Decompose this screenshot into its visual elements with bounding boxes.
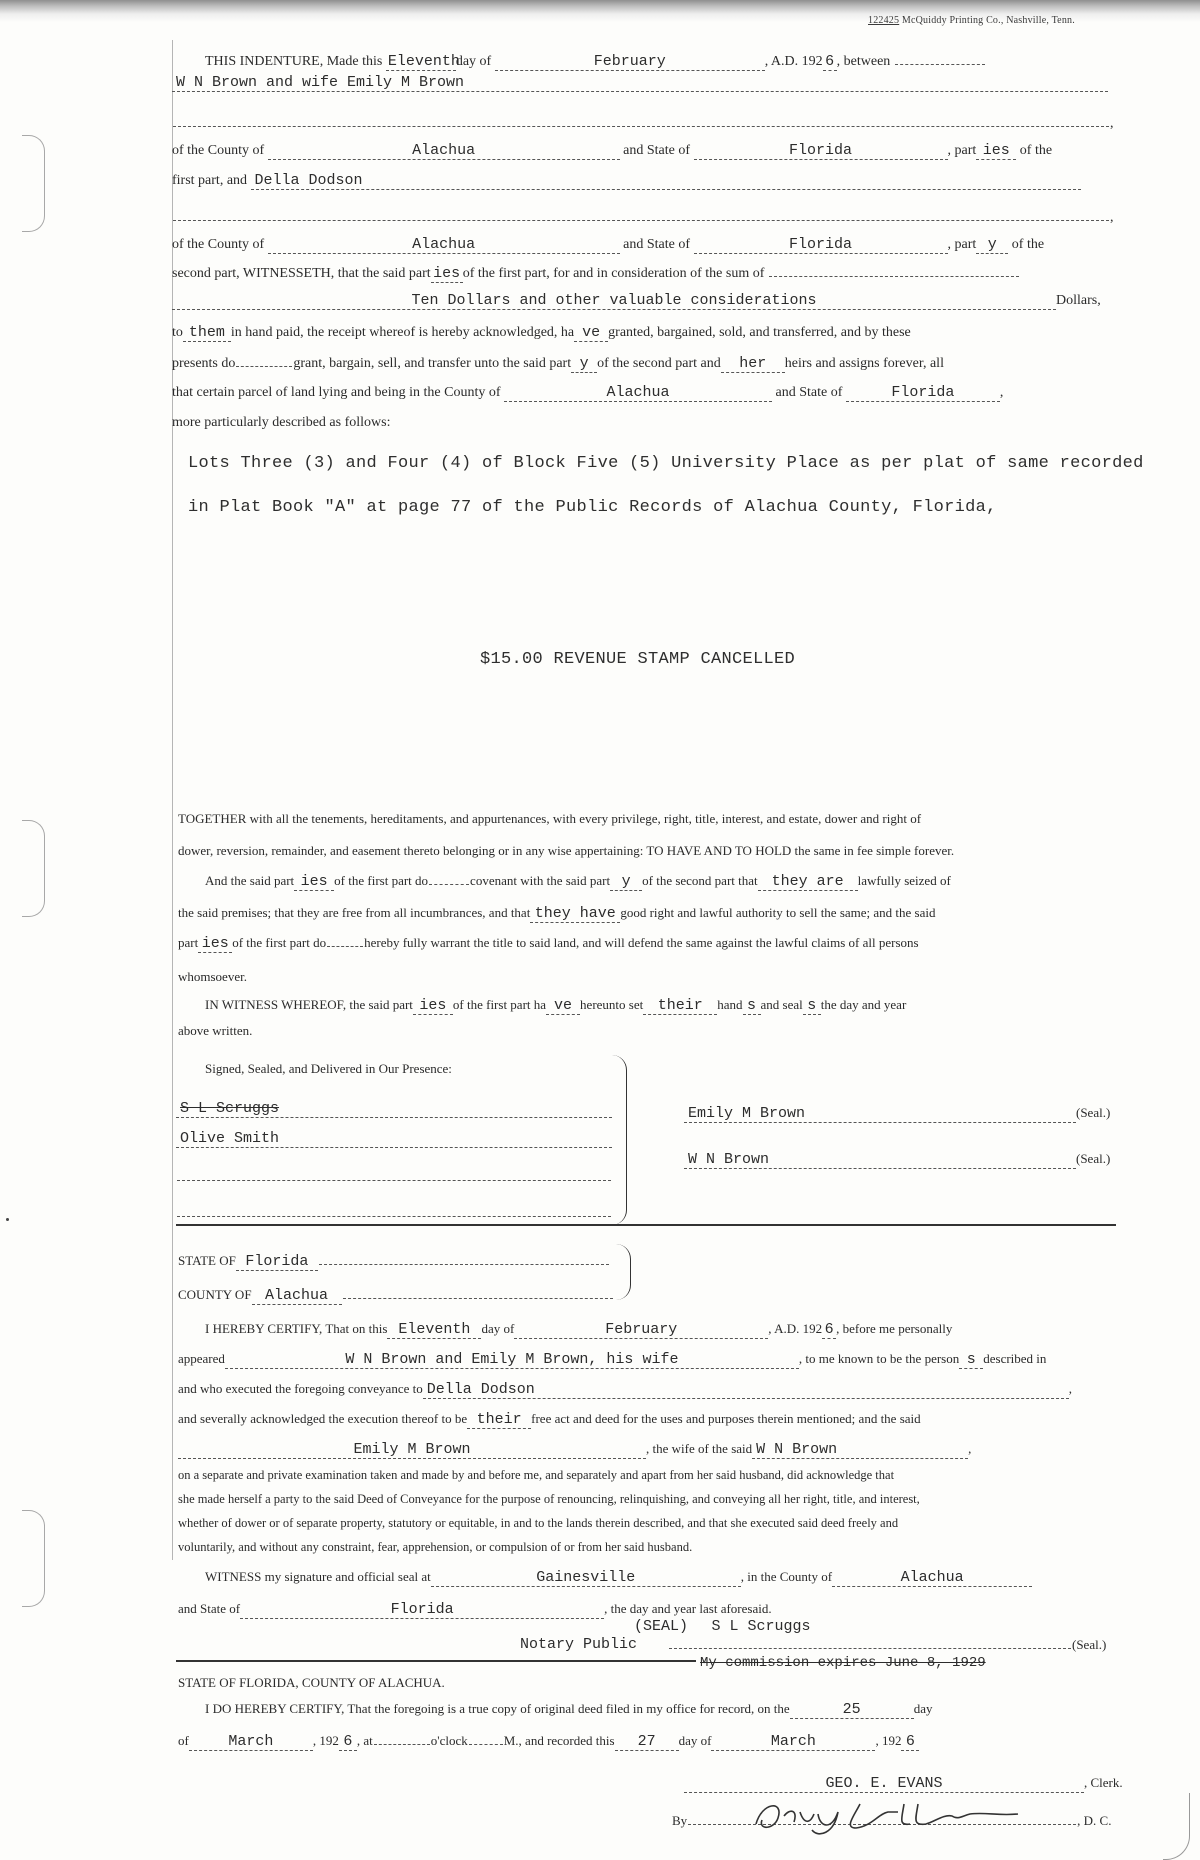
warrant-line xyxy=(178,934,919,953)
binder-hole-mark xyxy=(22,135,45,232)
heirs-value: her xyxy=(721,356,785,373)
ack-place: Gainesville xyxy=(431,1570,741,1587)
seal-label: (Seal.) xyxy=(1072,1637,1107,1652)
they-have: they have xyxy=(530,906,620,923)
grantors-blank: , xyxy=(172,114,1114,133)
state-label: and State of xyxy=(623,143,691,158)
witnesseth-label: second part, WITNESSETH, that the said part xyxy=(172,266,431,281)
witness-c: hereunto set xyxy=(580,997,644,1012)
ack-county-label: COUNTY OF xyxy=(178,1287,252,1302)
persons-suffix: s xyxy=(959,1352,983,1369)
witness-f: the day and year xyxy=(820,997,907,1012)
party-suffix: y xyxy=(571,356,597,373)
recording-header: STATE OF FLORIDA, COUNTY OF ALACHUA. xyxy=(178,1675,445,1690)
signer-2-name: W N Brown xyxy=(684,1152,1076,1169)
ack-day: Eleventh xyxy=(387,1322,481,1339)
printer-imprint xyxy=(868,15,1075,26)
day-of-label: day of xyxy=(455,54,492,69)
ack-state-line xyxy=(178,1252,610,1271)
grant-text: grant, bargain, sell, and transfer unto the said part xyxy=(293,356,572,371)
signer-1-name: Emily M Brown xyxy=(684,1106,1076,1123)
together-line: TOGETHER with all the tenements, hereditaments, and appurtenances, with every privilege, right, title, interest, and estate, dower and right of xyxy=(178,811,922,826)
by-label: By xyxy=(672,1813,688,1828)
ack-month: February xyxy=(514,1322,768,1339)
seal-label: (Seal.) xyxy=(1076,1151,1111,1166)
indenture-month: February xyxy=(495,54,765,71)
severally-label: and severally acknowledged the execution thereof to be xyxy=(178,1411,468,1426)
grantee-name: Della Dodson xyxy=(251,173,1081,190)
ack-grantee: Della Dodson xyxy=(423,1382,1069,1399)
presents-label: presents do xyxy=(172,356,236,371)
notary-seal-label: (SEAL) xyxy=(634,1618,689,1635)
indenture-day: Eleventh xyxy=(387,53,460,70)
witness-b: of the first part ha xyxy=(452,997,547,1012)
known-label: , to me known to be the person xyxy=(798,1351,960,1366)
indenture-line-to xyxy=(172,324,911,342)
witness-d: hand xyxy=(717,997,743,1012)
covenant-c: covenant with the said part xyxy=(470,873,611,888)
ack-their: their xyxy=(467,1412,531,1429)
notary-title: Notary Public xyxy=(520,1636,638,1653)
indenture-line-county1 xyxy=(172,142,1052,160)
recording-day: 25 xyxy=(790,1702,914,1719)
warrant-a: part xyxy=(178,935,199,950)
notary-name: S L Scruggs xyxy=(711,1618,811,1635)
county-label: of the County of xyxy=(172,143,265,158)
binder-hole-mark xyxy=(22,1510,45,1607)
executed-line: and who executed the foregoing conveyance to Della Dodson , xyxy=(178,1381,1072,1398)
ack-county: Alachua xyxy=(252,1288,342,1305)
blank-line xyxy=(374,1732,430,1745)
recording-month: March xyxy=(189,1734,313,1751)
ack-day-of: day of xyxy=(481,1321,515,1336)
and-state-label: and State of xyxy=(178,1601,241,1616)
covenant-b: of the first part do xyxy=(334,873,429,888)
recording-day-label: day xyxy=(913,1701,933,1716)
ack-county-line xyxy=(178,1286,614,1305)
deputy-clerk-signature xyxy=(748,1794,1048,1836)
recording-of: of xyxy=(178,1733,189,1748)
they-are: they are xyxy=(758,874,858,891)
witness-2-line xyxy=(176,1130,612,1148)
consideration-line xyxy=(172,292,1101,310)
recorded-day-of: day of xyxy=(678,1733,712,1748)
certify-a: I HEREBY CERTIFY, That on this xyxy=(205,1321,388,1336)
day-year-label: , the day and year last aforesaid. xyxy=(604,1601,772,1616)
blank-line xyxy=(469,1732,503,1745)
grantors-names: W N Brown and wife Emily M Brown xyxy=(172,75,1108,92)
their-value: their xyxy=(643,998,717,1015)
parcel-text: that certain parcel of land lying and being in the County of xyxy=(172,385,501,400)
wife-of-label: , the wife of the said xyxy=(646,1441,753,1456)
blank-line xyxy=(236,354,292,367)
seals-suffix: s xyxy=(803,998,821,1015)
warrant-b: of the first part do xyxy=(232,935,327,950)
ack-persons: W N Brown and Emily M Brown, his wife xyxy=(225,1352,799,1369)
appeared-label: appeared xyxy=(178,1351,225,1366)
printer-name: McQuiddy Printing Co., Nashville, Tenn. xyxy=(901,15,1075,26)
indenture-line-parcel: that certain parcel of land lying and being in the County of Alachua and State of Florida , xyxy=(172,384,1004,401)
signer-1-line xyxy=(684,1104,1110,1123)
have-suffix: ve xyxy=(546,998,580,1015)
county-2: Alachua xyxy=(268,237,620,254)
ack-wife: Emily M Brown xyxy=(178,1442,646,1459)
described-in-label: described in xyxy=(983,1351,1047,1366)
parties-suffix: ies xyxy=(431,266,463,283)
revenue-stamp-note: $15.00 REVENUE STAMP CANCELLED xyxy=(480,650,796,669)
blank-line xyxy=(895,52,985,65)
witness-3-line xyxy=(176,1168,612,1187)
covenant-line xyxy=(205,872,951,891)
hand-paid-text: in hand paid, the receipt whereof is hereby acknowledged, ha xyxy=(230,325,575,340)
notary-title-line xyxy=(520,1636,637,1654)
severally-line xyxy=(178,1410,921,1429)
parties-suffix: ies xyxy=(198,936,232,953)
witness-2-name: Olive Smith xyxy=(176,1131,612,1148)
recorded-month: March xyxy=(711,1734,875,1751)
ack-para-2: she made herself a party to the said Deed of Conveyance for the purpose of renouncing, relinquishing, and conveying all her right, title, and interest, xyxy=(178,1492,920,1506)
notary-signature-line xyxy=(668,1636,1106,1654)
premises-line xyxy=(178,904,936,923)
commission-expiry: My commission expires June 8, 1929 xyxy=(700,1655,986,1671)
between-label: , between xyxy=(836,54,891,69)
signature-stroke xyxy=(756,1804,1018,1834)
to-value: them xyxy=(183,325,231,342)
ack-state-line-2 xyxy=(178,1600,772,1619)
blank-line xyxy=(669,1636,1071,1649)
of-the-label: of the xyxy=(1019,143,1053,158)
ack-para-1: on a separate and private examination taken and made by and before me, and separately and apart from her said husband, did acknowledge that xyxy=(178,1468,895,1482)
dollars-label: Dollars, xyxy=(1056,293,1101,308)
ack-brace xyxy=(616,1244,631,1300)
clerk-name: GEO. E. EVANS xyxy=(684,1776,1084,1793)
ack-county-2: Alachua xyxy=(832,1570,1032,1587)
blank-line xyxy=(319,1252,609,1265)
recorded-year-digit: 6 xyxy=(901,1734,919,1751)
binder-hole-mark xyxy=(22,820,45,917)
clerk-line xyxy=(684,1774,1123,1793)
ack-divider xyxy=(176,1660,696,1662)
consideration-amount: Ten Dollars and other valuable considerations xyxy=(172,293,1056,310)
commission-line xyxy=(700,1654,986,1672)
heirs-text: heirs and assigns forever, all xyxy=(784,356,944,371)
clerk-label: , Clerk. xyxy=(1084,1775,1123,1790)
dc-label: , D. C. xyxy=(1077,1813,1112,1828)
described-label: more particularly described as follows: xyxy=(172,415,391,430)
blank-line xyxy=(177,1204,611,1217)
ack-year-digit: 6 xyxy=(822,1322,836,1339)
premises-a: the said premises; that they are free from all incumbrances, and that xyxy=(178,905,531,920)
grantors-line xyxy=(172,74,1108,92)
indenture-line-presents xyxy=(172,354,944,373)
ack-state-label: STATE OF xyxy=(178,1253,236,1268)
second-part-label: of the second part and xyxy=(597,356,721,371)
covenant-d: of the second part that xyxy=(642,873,758,888)
witness-1-line xyxy=(176,1100,612,1118)
witness-seal-line xyxy=(205,1568,1032,1587)
section-divider xyxy=(176,1224,1116,1226)
blank-line xyxy=(177,1168,611,1181)
blank-line xyxy=(429,872,469,885)
ink-dot xyxy=(6,1218,9,1221)
above-written-line: above written. xyxy=(178,1023,253,1038)
in-witness-line xyxy=(205,996,906,1015)
wife-line: Emily M Brown , the wife of the said W N Brown , xyxy=(178,1440,971,1459)
county-1: Alachua xyxy=(268,143,620,160)
state-2: Florida xyxy=(694,237,948,254)
whomsoever-line: whomsoever. xyxy=(178,969,247,984)
state-1: Florida xyxy=(694,143,948,160)
described-line xyxy=(172,414,390,432)
blank-line xyxy=(173,208,1109,221)
blank-line xyxy=(769,264,1019,277)
witness-e: and seal xyxy=(760,997,803,1012)
blank-line xyxy=(173,114,1109,127)
parties-suffix: ies xyxy=(294,874,334,891)
ad-label: , A.D. 192 xyxy=(764,54,823,69)
recording-date-line xyxy=(178,1732,919,1751)
hands-suffix: s xyxy=(743,998,761,1015)
witness-seal-label: WITNESS my signature and official seal at xyxy=(205,1569,431,1584)
recorded-year: , 192 xyxy=(875,1733,902,1748)
printer-code: 122425 xyxy=(868,15,900,26)
to-label: to xyxy=(172,325,183,340)
indenture-line-witnesseth xyxy=(172,264,1020,283)
ack-state: Florida xyxy=(236,1254,318,1271)
blank-line xyxy=(327,934,363,947)
state-label: and State of xyxy=(623,237,691,252)
recording-year: , 192 xyxy=(312,1733,339,1748)
legal-description-line-2: in Plat Book "A" at page 77 of the Public Records of Alachua County, Florida, xyxy=(188,498,997,517)
page-corner xyxy=(1163,1793,1190,1860)
grantee-blank: , xyxy=(172,208,1114,227)
witnesseth-rest: of the first part, for and in consideration of the sum of xyxy=(462,266,765,281)
part-label: , part xyxy=(947,143,977,158)
part-label: , part xyxy=(947,237,977,252)
signer-2-line xyxy=(684,1150,1110,1169)
witness-4-line xyxy=(176,1204,612,1223)
have-suffix: ve xyxy=(574,325,608,342)
witness-a: IN WITNESS WHEREOF, the said part xyxy=(205,997,413,1012)
indenture-line-grantee xyxy=(172,172,1081,190)
recording-certify: I DO HEREBY CERTIFY, That the foregoing is a true copy of original deed filed in my office for record, on the xyxy=(205,1701,790,1716)
recording-certify-line xyxy=(205,1700,932,1719)
in-county-label: , in the County of xyxy=(740,1569,833,1584)
blank-line xyxy=(343,1286,613,1299)
county-label: of the County of xyxy=(172,237,265,252)
ack-before-me: , before me personally xyxy=(836,1321,953,1336)
ack-state-2: Florida xyxy=(240,1602,604,1619)
granted-text: granted, bargained, sold, and transferred, and by these xyxy=(608,325,911,340)
signature-brace xyxy=(612,1055,627,1225)
recording-oclock: o'clock xyxy=(430,1733,468,1748)
ack-ad: , A.D. 192 xyxy=(768,1321,823,1336)
parties-suffix: ies xyxy=(413,998,453,1015)
state-3: Florida xyxy=(846,385,1000,402)
notary-seal-line xyxy=(634,1618,811,1636)
county-3: Alachua xyxy=(504,385,772,402)
state-label: and State of xyxy=(775,385,843,400)
executed-to-label: and who executed the foregoing conveyance to xyxy=(178,1381,423,1396)
warrant-c: hereby fully warrant the title to said land, and will defend the same against the lawful claims of all persons xyxy=(364,935,919,950)
indenture-intro: THIS INDENTURE, Made this xyxy=(205,54,383,69)
recording-recorded: M., and recorded this xyxy=(503,1733,615,1748)
covenant-a: And the said part xyxy=(205,873,295,888)
witness-1-name: S L Scruggs xyxy=(176,1101,612,1118)
indenture-line-1 xyxy=(205,52,986,71)
seal-label: (Seal.) xyxy=(1076,1105,1111,1120)
ack-para-4: voluntarily, and without any constraint, fear, apprehension, or compulsion of or from her said husband. xyxy=(178,1540,693,1554)
recording-year-digit: 6 xyxy=(339,1734,357,1751)
recording-at: , at xyxy=(356,1733,373,1748)
dower-line: dower, reversion, remainder, and easement thereto belonging or in any wise appertaining: TO HAVE AND TO HOLD the same in fee simple forever. xyxy=(178,843,955,858)
recorded-day: 27 xyxy=(615,1734,679,1751)
indenture-line-county2 xyxy=(172,236,1044,254)
of-the-label: of the xyxy=(1011,237,1045,252)
party-suffix: y xyxy=(610,874,642,891)
party-suffix: y xyxy=(976,237,1008,254)
appeared-line xyxy=(178,1350,1046,1369)
free-act-label: free act and deed for the uses and purposes therein mentioned; and the said xyxy=(531,1411,921,1426)
premises-b: good right and lawful authority to sell the same; and the said xyxy=(620,905,936,920)
lawfully-label: lawfully seized of xyxy=(857,873,951,888)
first-part-label: first part, and xyxy=(172,173,248,188)
presence-label: Signed, Sealed, and Delivered in Our Presence: xyxy=(205,1061,452,1076)
legal-description-line-1: Lots Three (3) and Four (4) of Block Five (5) University Place as per plat of same recorded xyxy=(188,454,1144,473)
parties-suffix: ies xyxy=(976,143,1016,160)
indenture-year-digit: 6 xyxy=(823,54,837,71)
ack-husband: W N Brown xyxy=(752,1442,968,1459)
certify-line xyxy=(205,1320,952,1339)
ack-para-3: whether of dower or of separate property, statutory or equitable, in and to the lands therein described, and that she executed said deed freely and xyxy=(178,1516,899,1530)
